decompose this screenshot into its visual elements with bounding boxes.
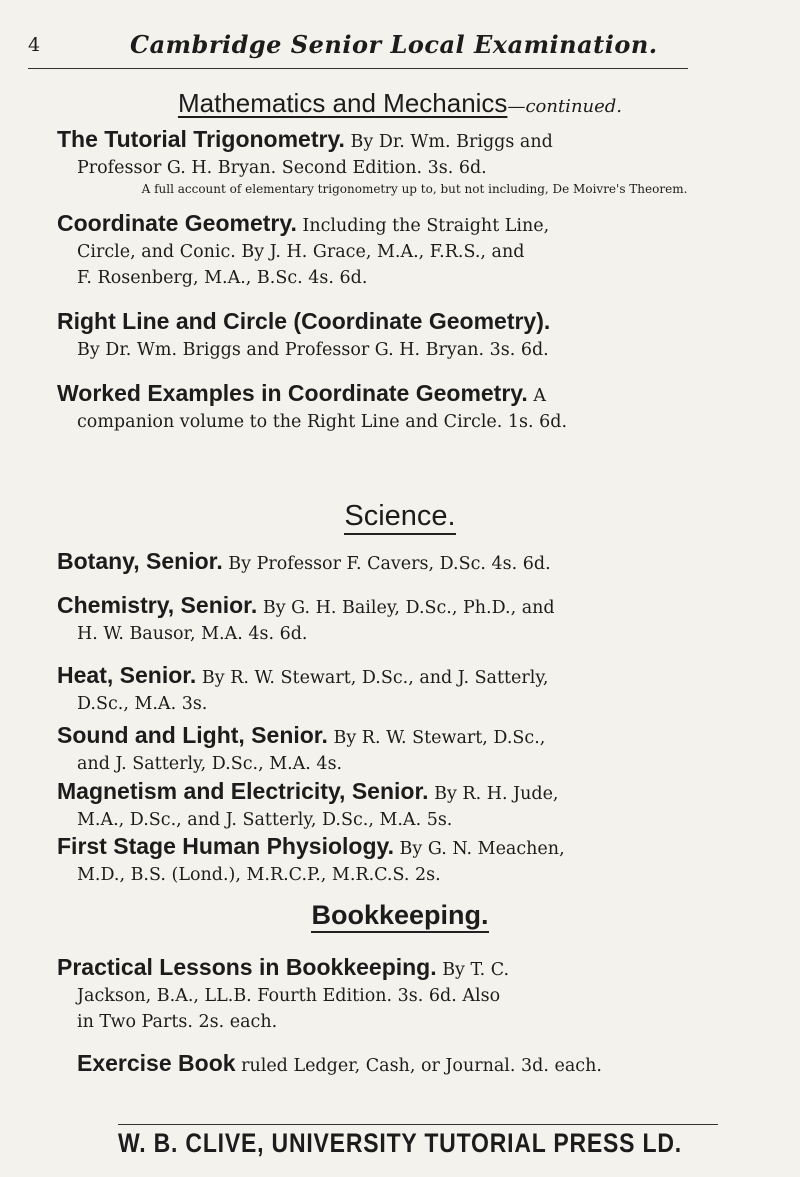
entry-human-physiology [57, 833, 772, 888]
entry-tutorial-trigonometry [57, 126, 772, 181]
entry-text: By G. H. Bailey, D.Sc., Ph.D., and [257, 598, 555, 618]
running-title: Cambridge Senior Local Examination. [130, 30, 658, 59]
header-rule [28, 68, 688, 69]
entry-text: By T. C. [436, 960, 510, 980]
entry-text: By G. N. Meachen, [393, 839, 565, 859]
science-heading [0, 500, 800, 533]
entry-title: The Tutorial Trigonometry. [57, 126, 345, 152]
entry-text: ruled Ledger, Cash, or Journal. 3d. each. [235, 1056, 602, 1076]
entry-title: First Stage Human Physiology. [57, 833, 394, 859]
bookkeeping-heading-text: Bookkeeping. [311, 900, 488, 933]
entry-text: and J. Satterly, D.Sc., M.A. 4s. [77, 754, 343, 774]
entry-right-line-circle [57, 308, 772, 363]
entry-text: A [527, 386, 546, 406]
entry-magnetism-electricity [57, 778, 772, 833]
entry-heat [57, 662, 772, 717]
entry-practical-lessons [57, 954, 772, 1035]
entry-text: By R. W. Stewart, D.Sc., and J. Satterly, [196, 668, 549, 688]
entry-title: Chemistry, Senior. [57, 592, 258, 618]
entry-text: By Dr. Wm. Briggs and Professor G. H. Bryan. 3s. 6d. [77, 340, 549, 360]
entry-text: D.Sc., M.A. 3s. [77, 694, 208, 714]
entry-exercise-book [77, 1050, 792, 1079]
entry-title: Magnetism and Electricity, Senior. [57, 778, 429, 804]
entry-botany [57, 548, 772, 577]
entry-text: Jackson, B.A., LL.B. Fourth Edition. 3s. 6d. Also [77, 986, 501, 1006]
entry-text: By Professor F. Cavers, D.Sc. 4s. 6d. [222, 554, 551, 574]
entry-sound-light [57, 722, 772, 777]
entry-title: Heat, Senior. [57, 662, 197, 688]
entry-title: Coordinate Geometry. [57, 210, 297, 236]
entry-text: By Dr. Wm. Briggs and [344, 132, 553, 152]
entry-title: Sound and Light, Senior. [57, 722, 328, 748]
mathematics-heading-text: Mathematics and Mechanics [177, 88, 508, 118]
entry-title: Right Line and Circle (Coordinate Geometry). [57, 308, 551, 334]
entry-text: F. Rosenberg, M.A., B.Sc. 4s. 6d. [77, 268, 368, 288]
running-header [28, 30, 688, 70]
entry-text: Circle, and Conic. By J. H. Grace, M.A., F.R.S., and [77, 242, 525, 262]
page-number: 4 [28, 34, 41, 56]
entry-text: By R. W. Stewart, D.Sc., [327, 728, 546, 748]
entry-text: companion volume to the Right Line and Circle. 1s. 6d. [77, 412, 568, 432]
entry-chemistry [57, 592, 772, 647]
entry-text: M.D., B.S. (Lond.), M.R.C.P., M.R.C.S. 2s. [77, 865, 441, 885]
entry-text: in Two Parts. 2s. each. [77, 1012, 278, 1032]
entry-text: By R. H. Jude, [428, 784, 559, 804]
trig-note: A full account of elementary trigonometry up to, but not including, De Moivre's Theorem. [141, 182, 688, 196]
entry-title: Practical Lessons in Bookkeeping. [57, 954, 437, 980]
entry-text: M.A., D.Sc., and J. Satterly, D.Sc., M.A. 5s. [77, 810, 453, 830]
entry-title: Worked Examples in Coordinate Geometry. [57, 380, 528, 406]
entry-title: Botany, Senior. [57, 548, 223, 574]
entry-title: Exercise Book [77, 1050, 236, 1076]
science-heading-text: Science. [344, 500, 455, 535]
continued-label: —continued. [507, 96, 623, 117]
entry-text: Professor G. H. Bryan. Second Edition. 3s. 6d. [77, 158, 487, 178]
entry-text: Including the Straight Line, [296, 216, 550, 236]
mathematics-heading [0, 88, 800, 119]
entry-coordinate-geometry [57, 210, 772, 291]
entry-text: H. W. Bausor, M.A. 4s. 6d. [77, 624, 308, 644]
bookkeeping-heading [0, 900, 800, 931]
publisher-footer: W. B. CLIVE, UNIVERSITY TUTORIAL PRESS LD. [118, 1127, 682, 1158]
entry-worked-examples [57, 380, 772, 435]
footer-rule [118, 1124, 718, 1125]
